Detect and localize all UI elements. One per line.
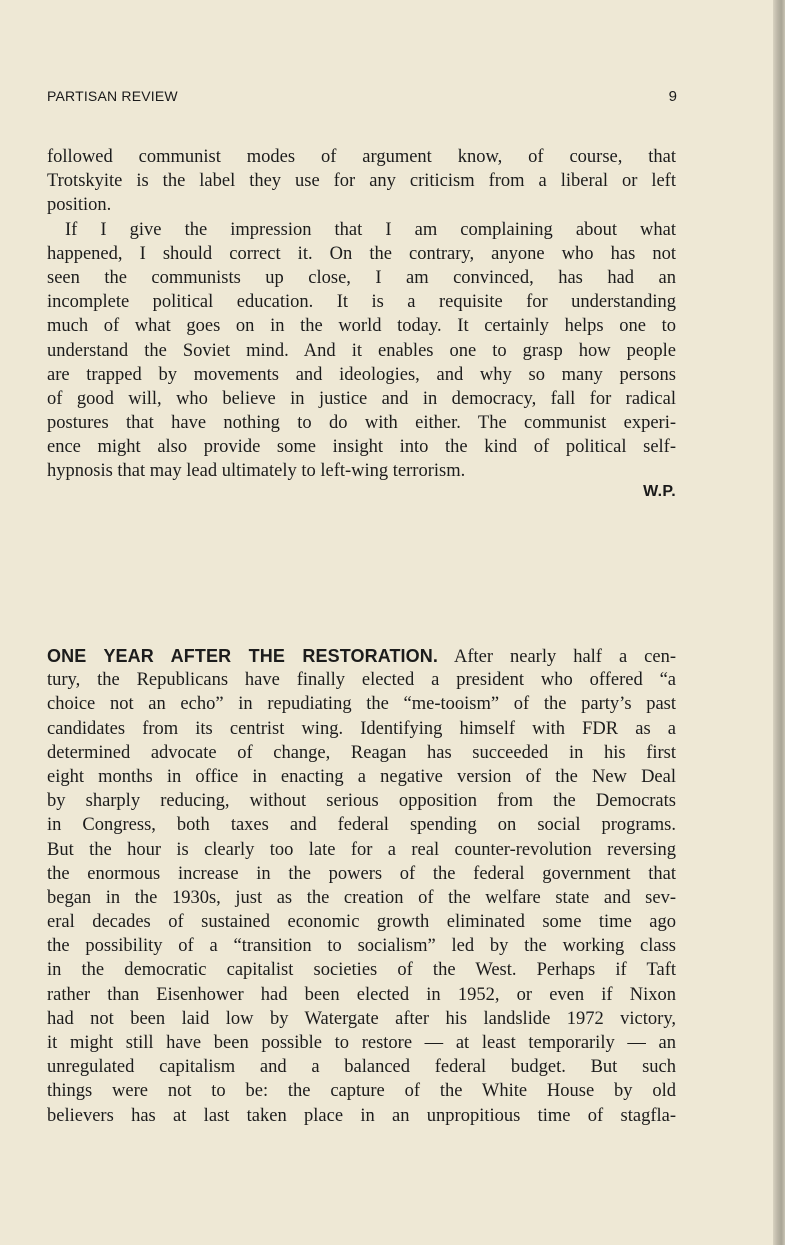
page-number: 9	[668, 88, 677, 105]
text-line: things were not to be: the capture of the White House by old	[47, 1081, 676, 1102]
journal-name: PARTISAN REVIEW	[47, 88, 178, 104]
text-line-rest: After nearly half a cen-	[453, 647, 677, 667]
text-line: by sharply reducing, without serious opposition from the Democrats	[47, 791, 676, 812]
text-line: it might still have been possible to restore — at least temporarily — an	[47, 1033, 676, 1053]
text-line: ence might also provide some insight into the kind of political self-	[47, 437, 676, 458]
page-edge	[773, 0, 785, 1245]
author-initials: W.P.	[643, 483, 676, 500]
text-line: much of what goes on in the world today. It certainly helps one to	[47, 316, 676, 337]
text-line: of good will, who believe in justice and in democracy, fall for radical	[47, 388, 676, 409]
text-line: are trapped by movements and ideologies, and why so many persons	[47, 364, 676, 385]
text-line: postures that have nothing to do with either. The communist experi-	[47, 413, 676, 434]
text-line: hypnosis that may lead ultimately to left-wing terrorism.	[47, 461, 466, 482]
text-line: understand the Soviet mind. And it enables one to grasp how people	[47, 340, 676, 361]
section-heading: ONE YEAR AFTER THE RESTORATION.	[47, 646, 438, 666]
closing-paragraphs	[47, 145, 676, 484]
text-line: choice not an echo” in repudiating the “me-tooism” of the party’s past	[47, 694, 676, 715]
text-line: followed communist modes of argument know, of course, that	[47, 147, 676, 167]
text-line: happened, I should correct it. On the contrary, anyone who has not	[47, 243, 676, 264]
text-line: candidates from its centrist wing. Identifying himself with FDR as a	[47, 718, 676, 739]
text-line: in Congress, both taxes and federal spending on social programs.	[47, 815, 676, 836]
text-line: If I give the impression that I am complaining about what	[65, 219, 676, 240]
text-line: seen the communists up close, I am convinced, has had an	[47, 267, 676, 288]
text-line: unregulated capitalism and a balanced federal budget. But such	[47, 1057, 676, 1078]
text-line: eight months in office in enacting a negative version of the New Deal	[47, 766, 676, 787]
text-line: rather than Eisenhower had been elected in 1952, or even if Nixon	[47, 984, 676, 1005]
text-line: incomplete political education. It is a requisite for understanding	[47, 292, 676, 313]
text-line: But the hour is clearly too late for a real counter-revolution reversing	[47, 839, 676, 860]
text-line: Trotskyite is the label they use for any criticism from a liberal or left	[47, 171, 676, 192]
text-line-with-heading	[47, 644, 676, 668]
text-line: began in the 1930s, just as the creation of the welfare state and sev-	[47, 887, 676, 908]
text-line: position.	[47, 195, 112, 216]
text-line: tury, the Republicans have finally elected a president who offered “a	[47, 670, 676, 691]
text-line: the possibility of a “transition to socialism” led by the working class	[47, 936, 676, 957]
running-head	[47, 88, 677, 112]
text-line: in the democratic capitalist societies of the West. Perhaps if Taft	[47, 960, 676, 981]
text-line: the enormous increase in the powers of the federal government that	[47, 863, 676, 884]
article-body	[47, 644, 676, 1128]
text-line: believers has at last taken place in an unpropitious time of stagfla-	[47, 1105, 676, 1126]
text-line: determined advocate of change, Reagan has succeeded in his first	[47, 742, 676, 763]
text-line: eral decades of sustained economic growth eliminated some time ago	[47, 912, 676, 933]
text-line: had not been laid low by Watergate after his landslide 1972 victory,	[47, 1008, 676, 1029]
